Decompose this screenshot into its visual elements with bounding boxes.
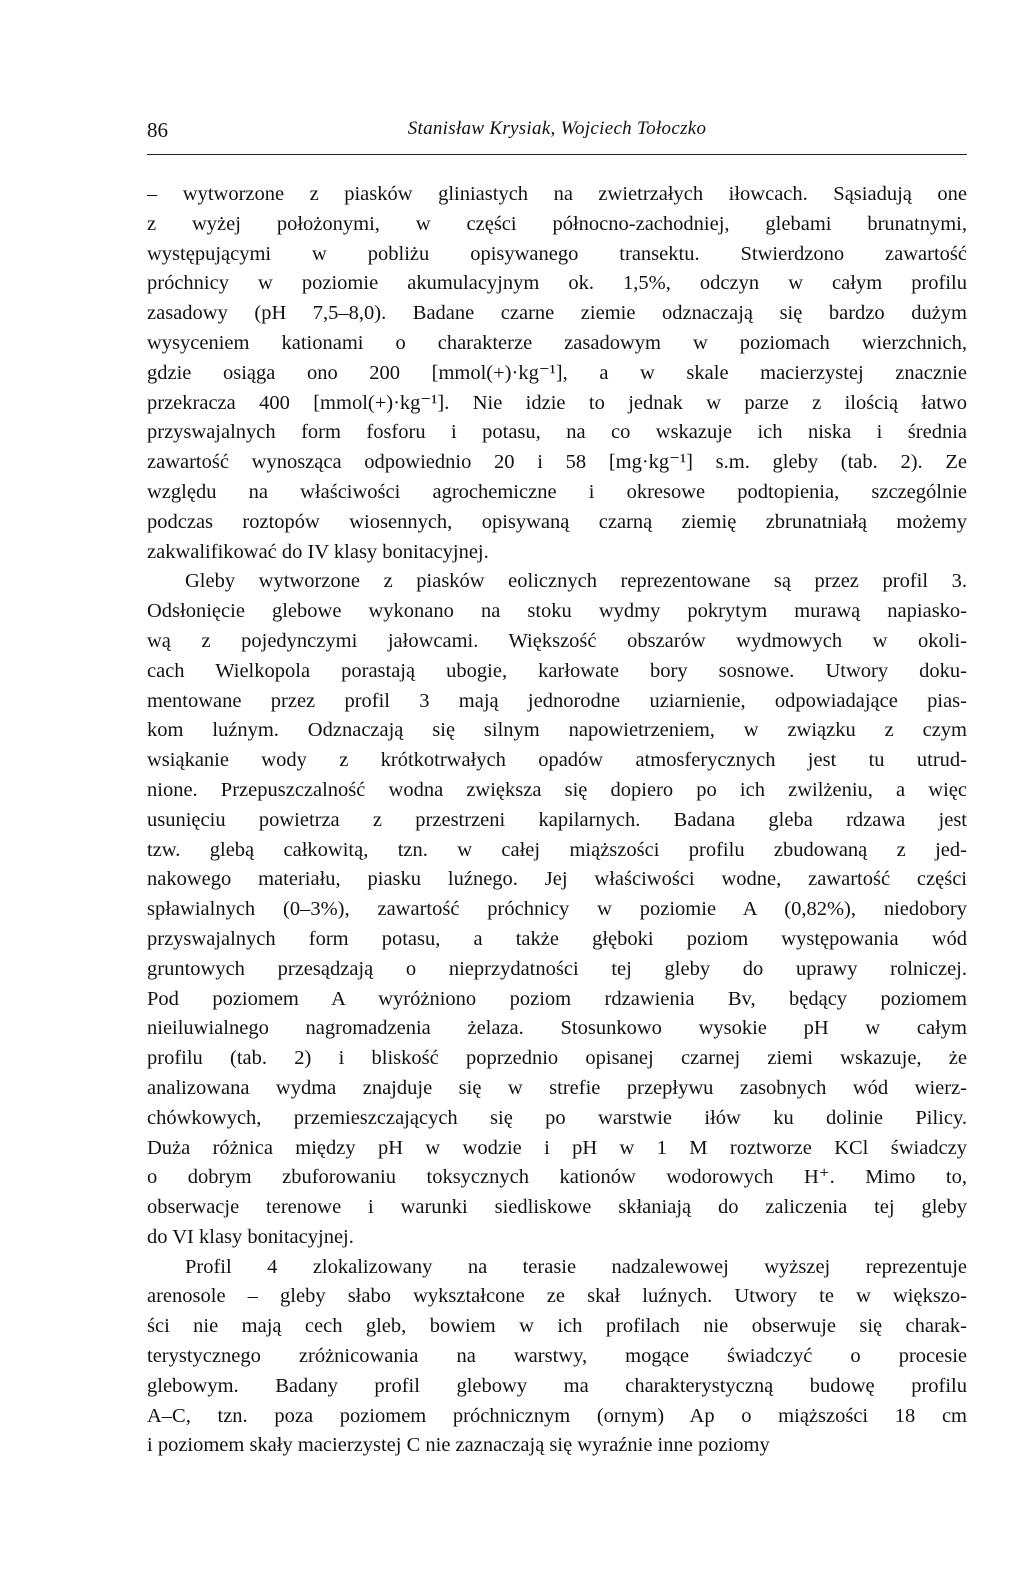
text-line: glebowym. Badany profil glebowy ma charakterystyczną budowę profilu: [147, 1374, 967, 1397]
text-line: tzw. glebą całkowitą, tzn. w całej miąższości profilu zbudowaną z jed-: [147, 838, 967, 861]
text-line: gdzie osiąga ono 200 [mmol(+)·kg⁻¹], a w skale macierzystej znacznie: [147, 361, 967, 384]
text-line: próchnicy w poziomie akumulacyjnym ok. 1,5%, odczyn w całym profilu: [147, 272, 967, 295]
text-line: ści nie mają cech gleb, bowiem w ich profilach nie obserwuje się charak-: [147, 1315, 967, 1338]
text-line: Profil 4 zlokalizowany na terasie nadzalewowej wyższej reprezentuje: [185, 1255, 967, 1278]
text-line: – wytworzone z piasków gliniastych na zwietrzałych iłowcach. Sąsiadują one: [147, 183, 967, 205]
text-line: analizowana wydma znajduje się w strefie przepływu zasobnych wód wierz-: [147, 1076, 967, 1099]
text-line: Duża różnica między pH w wodzie i pH w 1 M roztworze KCl świadczy: [147, 1136, 967, 1159]
text-line: zasadowy (pH 7,5–8,0). Badane czarne ziemie odznaczają się bardzo dużym: [147, 302, 967, 325]
text-line: względu na właściwości agrochemiczne i okresowe podtopienia, szczególnie: [147, 480, 967, 503]
text-line: Pod poziomem A wyróżniono poziom rdzawienia Bv, będący poziomem: [147, 987, 967, 1010]
text-line: o dobrym zbuforowaniu toksycznych kationów wodorowych H⁺. Mimo to,: [147, 1166, 967, 1189]
text-line: nieiluwialnego nagromadzenia żelaza. Stosunkowo wysokie pH w całym: [147, 1017, 967, 1040]
text-line: cach Wielkopola porastają ubogie, karłowate bory sosnowe. Utwory doku-: [147, 659, 967, 682]
text-line: przyswajalnych form fosforu i potasu, na co wskazuje ich niska i średnia: [147, 421, 967, 444]
text-line: profilu (tab. 2) i bliskość poprzednio opisanej czarnej ziemi wskazuje, że: [147, 1047, 967, 1070]
body-text: [147, 180, 967, 1461]
text-line: zakwalifikować do IV klasy bonitacyjnej.: [147, 540, 489, 563]
text-line: przyswajalnych form potasu, a także głęboki poziom występowania wód: [147, 927, 967, 950]
text-line: Odsłonięcie glebowe wykonano na stoku wydmy pokrytym murawą napiasko-: [147, 600, 967, 623]
text-line: terystycznego zróżnicowania na warstwy, mogące świadczyć o procesie: [147, 1345, 967, 1368]
text-line: z wyżej położonymi, w części północno-zachodniej, glebami brunatnymi,: [147, 212, 967, 235]
text-line: chówkowych, przemieszczających się po warstwie iłów ku dolinie Pilicy.: [147, 1106, 967, 1129]
text-line: występującymi w pobliżu opisywanego transektu. Stwierdzono zawartość: [147, 242, 967, 265]
text-line: podczas roztopów wiosennych, opisywaną czarną ziemię zbrunatniałą możemy: [147, 510, 967, 533]
text-line: gruntowych przesądzają o nieprzydatności tej gleby do uprawy rolniczej.: [147, 957, 967, 980]
text-line: nione. Przepuszczalność wodna zwiększa się dopiero po ich zwilżeniu, a więc: [147, 778, 967, 801]
text-line: do VI klasy bonitacyjnej.: [147, 1225, 354, 1248]
text-line: przekracza 400 [mmol(+)·kg⁻¹]. Nie idzie to jednak w parze z ilością łatwo: [147, 391, 967, 414]
running-head: Stanisław Krysiak, Wojciech Tołoczko: [407, 118, 707, 139]
text-line: usunięciu powietrza z przestrzeni kapilarnych. Badana gleba rdzawa jest: [147, 808, 967, 831]
text-line: wą z pojedynczymi jałowcami. Większość obszarów wydmowych w okoli-: [147, 629, 967, 652]
text-line: mentowane przez profil 3 mają jednorodne uziarnienie, odpowiadające pias-: [147, 689, 967, 712]
text-line: A–C, tzn. poza poziomem próchnicznym (ornym) Ap o miąższości 18 cm: [147, 1404, 967, 1427]
text-line: i poziomem skały macierzystej C nie zaznaczają się wyraźnie inne poziomy: [147, 1434, 770, 1457]
text-line: spławialnych (0–3%), zawartość próchnicy w poziomie A (0,82%), niedobory: [147, 898, 967, 921]
text-line: obserwacje terenowe i warunki siedliskowe skłaniają do zaliczenia tej gleby: [147, 1196, 967, 1219]
page-header: [147, 118, 967, 155]
text-line: wysyceniem kationami o charakterze zasadowym w poziomach wierzchnich,: [147, 331, 967, 354]
text-line: wsiąkanie wody z krótkotrwałych opadów atmosferycznych jest tu utrud-: [147, 749, 967, 772]
text-line: nakowego materiału, piasku luźnego. Jej właściwości wodne, zawartość części: [147, 868, 967, 891]
text-line: Gleby wytworzone z piasków eolicznych reprezentowane są przez profil 3.: [185, 570, 967, 593]
page-number: 86: [147, 118, 168, 142]
text-line: kom luźnym. Odznaczają się silnym napowietrzeniem, w związku z czym: [147, 719, 967, 742]
text-line: arenosole – gleby słabo wykształcone ze skał luźnych. Utwory te w większo-: [147, 1285, 967, 1308]
text-line: zawartość wynosząca odpowiednio 20 i 58 [mg·kg⁻¹] s.m. gleby (tab. 2). Ze: [147, 451, 967, 474]
